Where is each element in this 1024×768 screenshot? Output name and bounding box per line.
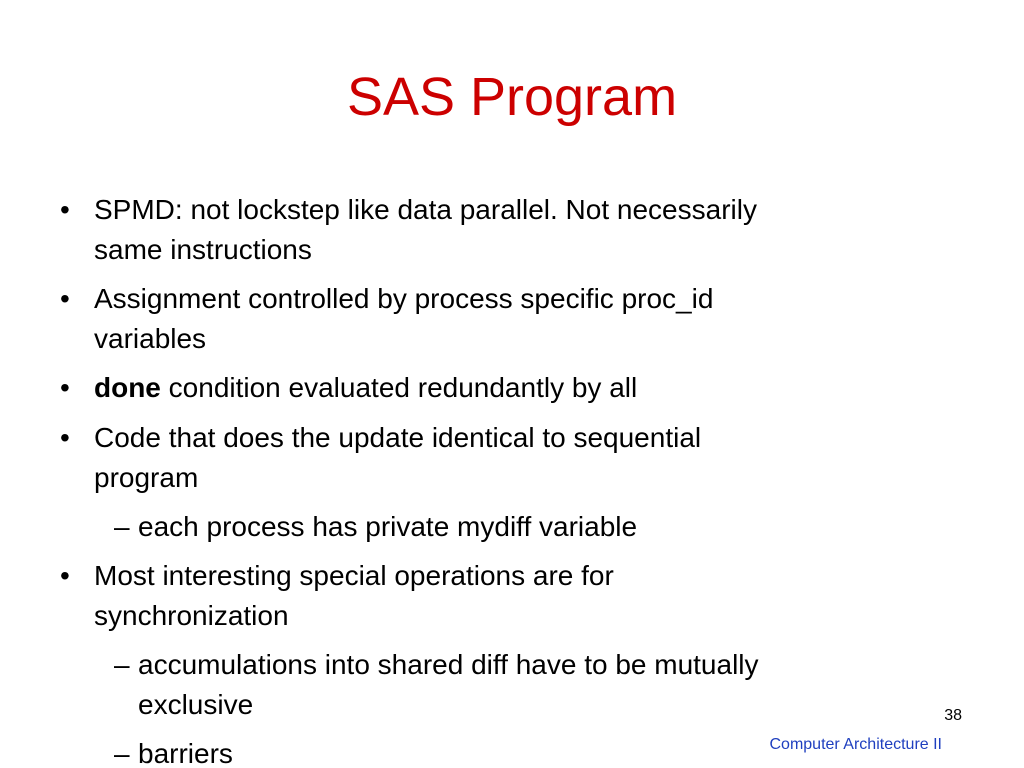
sub-item-line: each process has private mydiff variable xyxy=(138,511,638,542)
bullet-item-line: program xyxy=(94,462,199,493)
dash-icon: – xyxy=(114,738,130,768)
bullet-item-line: same instructions xyxy=(94,234,312,265)
dash-icon: – xyxy=(114,511,130,542)
bullet-icon: • xyxy=(60,194,70,225)
bullet-item-line: variables xyxy=(94,323,207,354)
slide-title: SAS Program xyxy=(346,67,678,127)
sub-item-line: accumulations into shared diff have to be mutually xyxy=(138,649,759,680)
bullet-item-line: Code that does the update identical to sequential xyxy=(94,422,702,453)
bullet-icon: • xyxy=(60,283,70,314)
bullet-item-rest: condition evaluated redundantly by all xyxy=(160,372,638,403)
footer-text: Computer Architecture II xyxy=(769,736,942,753)
bullet-item-line: synchronization xyxy=(94,600,289,631)
bullet-icon: • xyxy=(60,422,70,453)
bullet-item-line xyxy=(94,368,637,408)
bullet-icon: • xyxy=(60,560,70,591)
bullet-icon: • xyxy=(60,372,70,403)
bullet-item-line: Assignment controlled by process specific proc_id xyxy=(94,283,714,314)
sub-item-line: barriers xyxy=(138,738,233,768)
keyword-done: done xyxy=(94,372,161,403)
bullet-item-line: Most interesting special operations are for xyxy=(94,560,614,591)
sub-item-line: exclusive xyxy=(138,689,254,720)
dash-icon: – xyxy=(114,649,130,680)
bullet-item-line: SPMD: not lockstep like data parallel. Not necessarily xyxy=(94,194,757,225)
page-number: 38 xyxy=(944,707,962,724)
